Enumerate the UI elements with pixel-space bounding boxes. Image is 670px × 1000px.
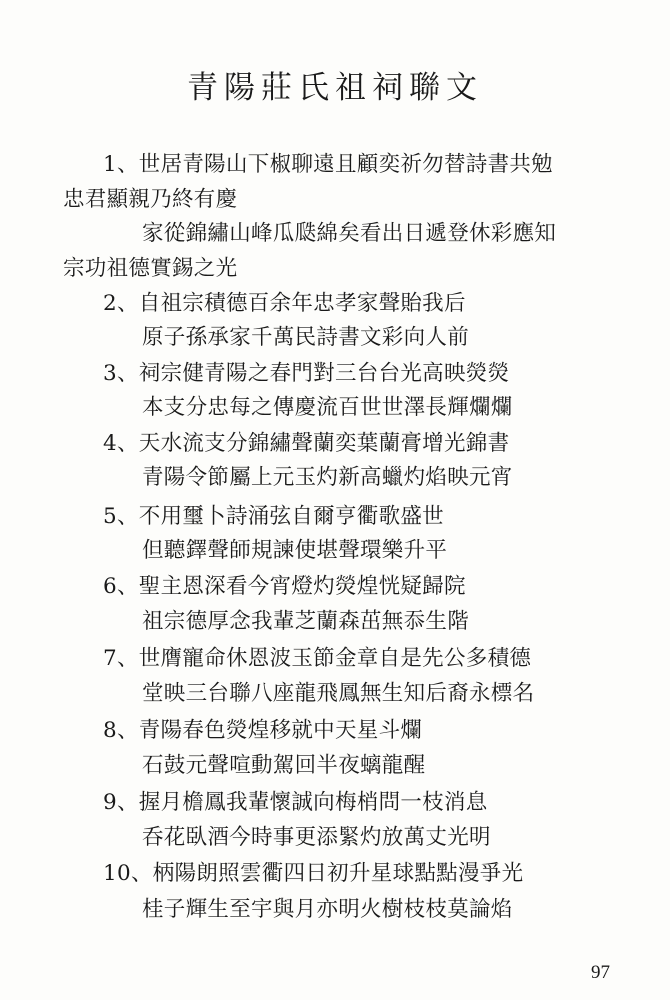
couplet-10-second-line: 桂子輝生至宇與月亦明火樹枝枝莫論焰 [142, 897, 513, 922]
couplet-text: 不用璽卜詩涌弦自爾亨衢歌盛世 [138, 504, 444, 529]
couplet-text: 世膺寵命休恩波玉節金章自是先公多積德 [138, 646, 532, 671]
couplet-10-first-line [103, 860, 523, 888]
couplet-number: 5、 [103, 504, 139, 529]
couplet-3-second-line: 本支分忠每之傳慶流百世世澤長輝爛爛 [142, 395, 513, 420]
couplet-text: 自祖宗積德百余年忠孝家聲貽我后 [138, 291, 466, 316]
couplet-number: 3、 [103, 361, 139, 386]
couplet-text: 聖主恩深看今宵燈灼熒煌恍疑歸院 [138, 574, 466, 599]
couplet-text: 祠宗健青陽之春門對三台台光高映熒熒 [138, 361, 510, 386]
couplet-number: 7、 [103, 646, 139, 671]
couplet-7-first-line [103, 645, 531, 673]
couplet-9-first-line [103, 789, 488, 817]
page-number: 97 [591, 962, 610, 983]
couplet-9-second-line: 呑花臥酒今時事更添緊灼放萬丈光明 [142, 825, 491, 850]
couplet-5-first-line [103, 503, 444, 531]
couplet-6-second-line: 祖宗德厚念我輩芝蘭森茁無忝生階 [142, 609, 470, 634]
couplet-text: 握月檐鳳我輩懷誠向梅梢問一枝消息 [138, 790, 488, 815]
couplet-text: 青陽春色熒煌移就中天星斗爛 [138, 718, 423, 743]
couplet-4-second-line: 青陽令節屬上元玉灼新高蠟灼焰映元宵 [142, 465, 513, 490]
couplet-number: 9、 [103, 790, 139, 815]
couplet-1-second-line-continued: 宗功祖德實錫之光 [63, 256, 238, 281]
couplet-number: 8、 [103, 718, 139, 743]
couplet-3-first-line [103, 360, 509, 388]
couplet-5-second-line: 但聽鐸聲師規諫使堪聲環樂升平 [142, 538, 448, 563]
couplet-8-first-line [103, 717, 422, 745]
document-title: 青陽莊氏祖祠聯文 [187, 70, 483, 106]
couplet-number: 4、 [103, 431, 139, 456]
couplet-1-first-line-continued: 忠君顯親乃終有慶 [63, 187, 238, 212]
couplet-text: 天水流支分錦繡聲蘭奕葉蘭膏增光錦書 [138, 431, 510, 456]
couplet-6-first-line [103, 573, 466, 601]
couplet-2-second-line: 原子孫承家千萬民詩書文彩向人前 [142, 325, 470, 350]
couplet-text: 世居青陽山下椒聊遠且顧奕祈勿替詩書共勉 [138, 152, 553, 177]
couplet-1-first-line [103, 151, 553, 179]
couplet-number: 2、 [103, 291, 139, 316]
couplet-number: 6、 [103, 574, 139, 599]
couplet-number: 10、 [103, 861, 153, 886]
couplet-1-second-line: 家從錦繡山峰瓜瓞綿矣看出日遞登休彩應知 [142, 221, 557, 246]
couplet-text: 柄陽朗照雲衢四日初升星球點點漫爭光 [152, 861, 524, 886]
couplet-2-first-line [103, 290, 466, 318]
couplet-7-second-line: 堂映三台聯八座龍飛鳳無生知后裔永標名 [142, 681, 535, 706]
couplet-8-second-line: 石鼓元聲喧動駕回半夜螭龍醒 [142, 753, 426, 778]
couplet-number: 1、 [103, 152, 139, 177]
couplet-4-first-line [103, 430, 509, 458]
